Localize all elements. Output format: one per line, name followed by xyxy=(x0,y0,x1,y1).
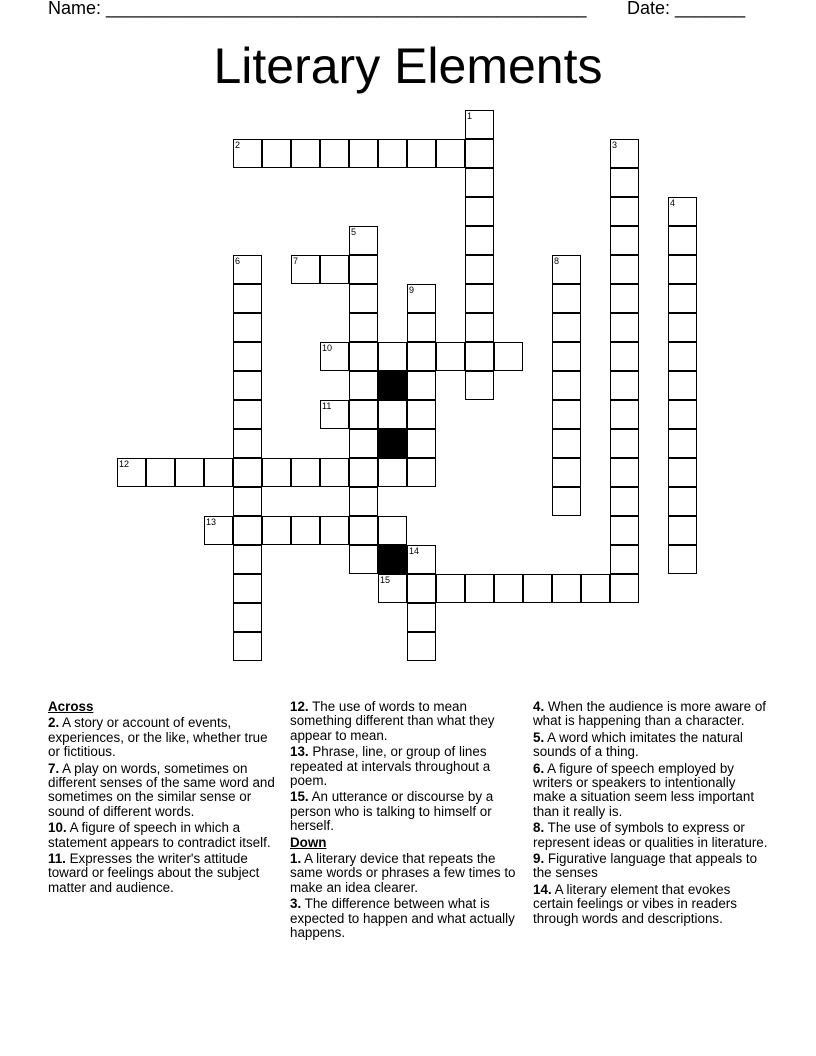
crossword-cell[interactable] xyxy=(610,168,639,197)
clue-number: 3. xyxy=(290,896,302,912)
crossword-cell[interactable] xyxy=(465,574,494,603)
crossword-cell[interactable] xyxy=(378,400,407,429)
page-title: Literary Elements xyxy=(213,38,603,94)
crossword-cell[interactable] xyxy=(291,255,320,284)
crossword-cell[interactable] xyxy=(233,458,262,487)
crossword-cell[interactable] xyxy=(349,545,378,574)
crossword-cell[interactable] xyxy=(407,603,436,632)
clue-item xyxy=(48,852,283,895)
crossword-black-cell xyxy=(378,371,407,400)
clue-item xyxy=(290,897,527,940)
crossword-black-cell xyxy=(378,429,407,458)
clue-item xyxy=(533,852,768,881)
crossword-cell[interactable] xyxy=(349,516,378,545)
clue-number-label: 4 xyxy=(670,198,676,208)
clue-text: An utterance or discourse by a person who is talking to himself or herself. xyxy=(290,789,494,834)
crossword-cell[interactable] xyxy=(610,516,639,545)
clues-column-1 xyxy=(48,700,283,897)
crossword-cell[interactable] xyxy=(349,284,378,313)
clue-number-label: 6 xyxy=(235,256,241,266)
crossword-cell[interactable] xyxy=(552,574,581,603)
crossword-cell[interactable] xyxy=(349,400,378,429)
crossword-cell[interactable] xyxy=(465,255,494,284)
clue-number: 6. xyxy=(533,760,545,776)
clue-list-down-2 xyxy=(533,700,768,926)
crossword-cell[interactable] xyxy=(494,342,523,371)
crossword-cell[interactable] xyxy=(233,400,262,429)
crossword-cell[interactable] xyxy=(320,516,349,545)
crossword-cell[interactable] xyxy=(610,487,639,516)
clue-item xyxy=(533,883,768,926)
crossword-cell[interactable] xyxy=(349,139,378,168)
crossword-cell[interactable] xyxy=(320,139,349,168)
clue-item xyxy=(48,821,283,850)
date-field-label: Date: _______ xyxy=(627,0,746,18)
crossword-cell[interactable] xyxy=(668,487,697,516)
crossword-cell[interactable] xyxy=(552,487,581,516)
clue-text: A figure of speech employed by writers or speakers to intentionally make a situation seem less important than it really is. xyxy=(533,760,755,819)
crossword-cell[interactable] xyxy=(610,139,639,168)
crossword-cell[interactable] xyxy=(668,429,697,458)
crossword-cell[interactable] xyxy=(291,139,320,168)
clue-number: 2. xyxy=(48,715,60,731)
crossword-cell[interactable] xyxy=(552,342,581,371)
crossword-cell[interactable] xyxy=(668,284,697,313)
crossword-cell[interactable] xyxy=(610,458,639,487)
crossword-cell[interactable] xyxy=(320,458,349,487)
crossword-cell[interactable] xyxy=(465,168,494,197)
clue-list-across-1 xyxy=(48,716,283,895)
clue-number: 10. xyxy=(48,820,67,836)
clue-text: Expresses the writer's attitude toward or feelings about the subject matter and audience. xyxy=(48,851,260,895)
clue-text: A literary element that evokes certain feelings or vibes in readers through words and descriptions. xyxy=(533,881,737,926)
crossword-cell[interactable] xyxy=(610,545,639,574)
crossword-cell[interactable] xyxy=(610,197,639,226)
clue-number-label: 14 xyxy=(409,546,420,556)
crossword-cell[interactable] xyxy=(233,574,262,603)
crossword-cell[interactable] xyxy=(610,226,639,255)
clue-number-label: 1 xyxy=(467,111,473,121)
clue-number-label: 3 xyxy=(612,140,618,150)
across-heading: Across xyxy=(48,699,94,714)
crossword-cell[interactable] xyxy=(349,429,378,458)
clue-text: A story or account of events, experiences, or the like, whether true or fictitious. xyxy=(48,715,268,760)
clue-number: 1. xyxy=(290,851,302,867)
crossword-cell[interactable] xyxy=(465,284,494,313)
crossword-cell[interactable] xyxy=(349,458,378,487)
clue-number-label: 13 xyxy=(206,517,217,527)
crossword-cell[interactable] xyxy=(233,632,262,661)
crossword-cell[interactable] xyxy=(552,284,581,313)
crossword-cell[interactable] xyxy=(175,458,204,487)
name-field-label: Name: ________________________________________________ xyxy=(48,0,587,18)
crossword-cell[interactable] xyxy=(349,255,378,284)
crossword-cell[interactable] xyxy=(668,545,697,574)
clues-column-3 xyxy=(533,700,768,928)
down-heading: Down xyxy=(290,834,327,850)
crossword-cell[interactable] xyxy=(262,139,291,168)
clue-number: 8. xyxy=(533,820,545,836)
clue-item xyxy=(48,716,283,759)
clue-item xyxy=(48,762,283,820)
crossword-cell[interactable] xyxy=(233,487,262,516)
crossword-cell[interactable] xyxy=(552,371,581,400)
crossword-cell[interactable] xyxy=(668,342,697,371)
crossword-cell[interactable] xyxy=(407,371,436,400)
crossword-cell[interactable] xyxy=(407,632,436,661)
clue-number-label: 11 xyxy=(322,401,332,411)
crossword-cell[interactable] xyxy=(407,342,436,371)
crossword-cell[interactable] xyxy=(523,574,552,603)
clue-number: 7. xyxy=(48,760,60,776)
clue-number-label: 10 xyxy=(322,343,333,353)
crossword-cell[interactable] xyxy=(233,139,262,168)
crossword-cell[interactable] xyxy=(291,516,320,545)
clue-item xyxy=(533,821,768,850)
clue-text: Phrase, line, or group of lines repeated at intervals throughout a poem. xyxy=(290,744,491,789)
crossword-cell[interactable] xyxy=(320,255,349,284)
crossword-cell[interactable] xyxy=(610,574,639,603)
crossword-cell[interactable] xyxy=(610,371,639,400)
crossword-cell[interactable] xyxy=(610,313,639,342)
crossword-cell[interactable] xyxy=(349,371,378,400)
crossword-cell[interactable] xyxy=(668,516,697,545)
crossword-cell[interactable] xyxy=(378,342,407,371)
crossword-cell[interactable] xyxy=(117,458,146,487)
clue-text: A play on words, sometimes on different senses of the same word and sometimes on the similar sense or sound of different words. xyxy=(48,760,275,819)
clue-text: A literary device that repeats the same words or phrases a few times to make an idea clearer. xyxy=(290,851,516,895)
crossword-cell[interactable] xyxy=(407,429,436,458)
crossword-cell[interactable] xyxy=(233,255,262,284)
crossword-cell[interactable] xyxy=(668,255,697,284)
crossword-cell[interactable] xyxy=(204,458,233,487)
crossword-cell[interactable] xyxy=(407,400,436,429)
crossword-cell[interactable] xyxy=(349,226,378,255)
crossword-cell[interactable] xyxy=(610,400,639,429)
crossword-cell[interactable] xyxy=(233,371,262,400)
clue-number: 11. xyxy=(48,851,66,867)
crossword-cell[interactable] xyxy=(378,139,407,168)
clue-number-label: 7 xyxy=(293,256,299,266)
crossword-cell[interactable] xyxy=(378,516,407,545)
clue-number: 9. xyxy=(533,851,545,867)
crossword-cell[interactable] xyxy=(465,342,494,371)
crossword-black-cell xyxy=(378,545,407,574)
crossword-cell[interactable] xyxy=(668,371,697,400)
crossword-cell[interactable] xyxy=(610,284,639,313)
crossword-cell[interactable] xyxy=(668,400,697,429)
crossword-cell[interactable] xyxy=(407,545,436,574)
clue-number: 15. xyxy=(290,789,309,805)
clue-number: 4. xyxy=(533,699,545,714)
clues-column-2 xyxy=(290,700,527,943)
clue-number-label: 9 xyxy=(409,285,415,295)
clue-number: 14. xyxy=(533,881,552,897)
clue-text: Figurative language that appeals to the senses xyxy=(533,851,758,881)
crossword-cell[interactable] xyxy=(233,284,262,313)
clue-item xyxy=(533,731,768,760)
clue-item xyxy=(533,700,768,729)
clue-number-label: 2 xyxy=(235,140,241,150)
clue-number-label: 5 xyxy=(351,227,357,237)
clue-number-label: 15 xyxy=(380,575,391,585)
clue-number-label: 8 xyxy=(554,256,560,266)
crossword-cell[interactable] xyxy=(552,313,581,342)
clue-item xyxy=(290,790,527,833)
crossword-cell[interactable] xyxy=(668,197,697,226)
crossword-cell[interactable] xyxy=(668,458,697,487)
crossword-cell[interactable] xyxy=(465,226,494,255)
crossword-cell[interactable] xyxy=(407,313,436,342)
crossword-cell[interactable] xyxy=(465,371,494,400)
crossword-cell[interactable] xyxy=(291,458,320,487)
clue-number: 5. xyxy=(533,729,545,745)
crossword-cell[interactable] xyxy=(407,458,436,487)
crossword-cell[interactable] xyxy=(233,603,262,632)
crossword-cell[interactable] xyxy=(349,342,378,371)
crossword-cell[interactable] xyxy=(407,284,436,313)
crossword-cell[interactable] xyxy=(378,458,407,487)
crossword-cell[interactable] xyxy=(349,313,378,342)
crossword-cell[interactable] xyxy=(610,255,639,284)
crossword-cell[interactable] xyxy=(465,110,494,139)
clue-text: The use of words to mean something different than what they appear to mean. xyxy=(290,699,495,743)
crossword-cell[interactable] xyxy=(233,516,262,545)
crossword-cell[interactable] xyxy=(436,342,465,371)
crossword-cell[interactable] xyxy=(668,226,697,255)
crossword-cell[interactable] xyxy=(233,342,262,371)
clue-number: 12. xyxy=(290,699,309,714)
clue-item xyxy=(533,762,768,820)
clue-text: The use of symbols to express or represent ideas or qualities in literature. xyxy=(533,820,768,850)
crossword-cell[interactable] xyxy=(349,487,378,516)
clue-list-across-2 xyxy=(290,700,527,834)
crossword-cell[interactable] xyxy=(552,400,581,429)
crossword-cell[interactable] xyxy=(610,429,639,458)
crossword-cell[interactable] xyxy=(552,255,581,284)
crossword-cell[interactable] xyxy=(320,342,349,371)
crossword-cell[interactable] xyxy=(233,313,262,342)
crossword-cell[interactable] xyxy=(233,545,262,574)
clue-text: A word which imitates the natural sounds of a thing. xyxy=(533,729,743,760)
crossword-cell[interactable] xyxy=(146,458,175,487)
clue-text: The difference between what is expected to happen and what actually happens. xyxy=(290,896,515,941)
crossword-cell[interactable] xyxy=(407,574,436,603)
crossword-cell[interactable] xyxy=(204,516,233,545)
clue-number-label: 12 xyxy=(119,459,130,469)
crossword-cell[interactable] xyxy=(465,139,494,168)
crossword-cell[interactable] xyxy=(320,400,349,429)
crossword-cell[interactable] xyxy=(552,458,581,487)
crossword-cell[interactable] xyxy=(262,458,291,487)
clue-list-down-1 xyxy=(290,852,527,940)
clue-text: A figure of speech in which a statement appears to contradict itself. xyxy=(48,820,271,850)
crossword-cell[interactable] xyxy=(465,313,494,342)
crossword-cell[interactable] xyxy=(407,139,436,168)
crossword-cell[interactable] xyxy=(581,574,610,603)
crossword-cell[interactable] xyxy=(436,139,465,168)
clue-number: 13. xyxy=(290,744,309,760)
crossword-cell[interactable] xyxy=(262,516,291,545)
clue-item xyxy=(290,852,527,895)
crossword-cell[interactable] xyxy=(378,574,407,603)
clue-item xyxy=(290,700,527,743)
crossword-cell[interactable] xyxy=(233,429,262,458)
crossword-cell[interactable] xyxy=(610,342,639,371)
crossword-cell[interactable] xyxy=(465,197,494,226)
crossword-cell[interactable] xyxy=(552,429,581,458)
clue-text: When the audience is more aware of what is happening than a character. xyxy=(533,699,766,729)
crossword-cell[interactable] xyxy=(436,574,465,603)
crossword-cell[interactable] xyxy=(668,313,697,342)
clue-item xyxy=(290,745,527,788)
crossword-cell[interactable] xyxy=(494,574,523,603)
